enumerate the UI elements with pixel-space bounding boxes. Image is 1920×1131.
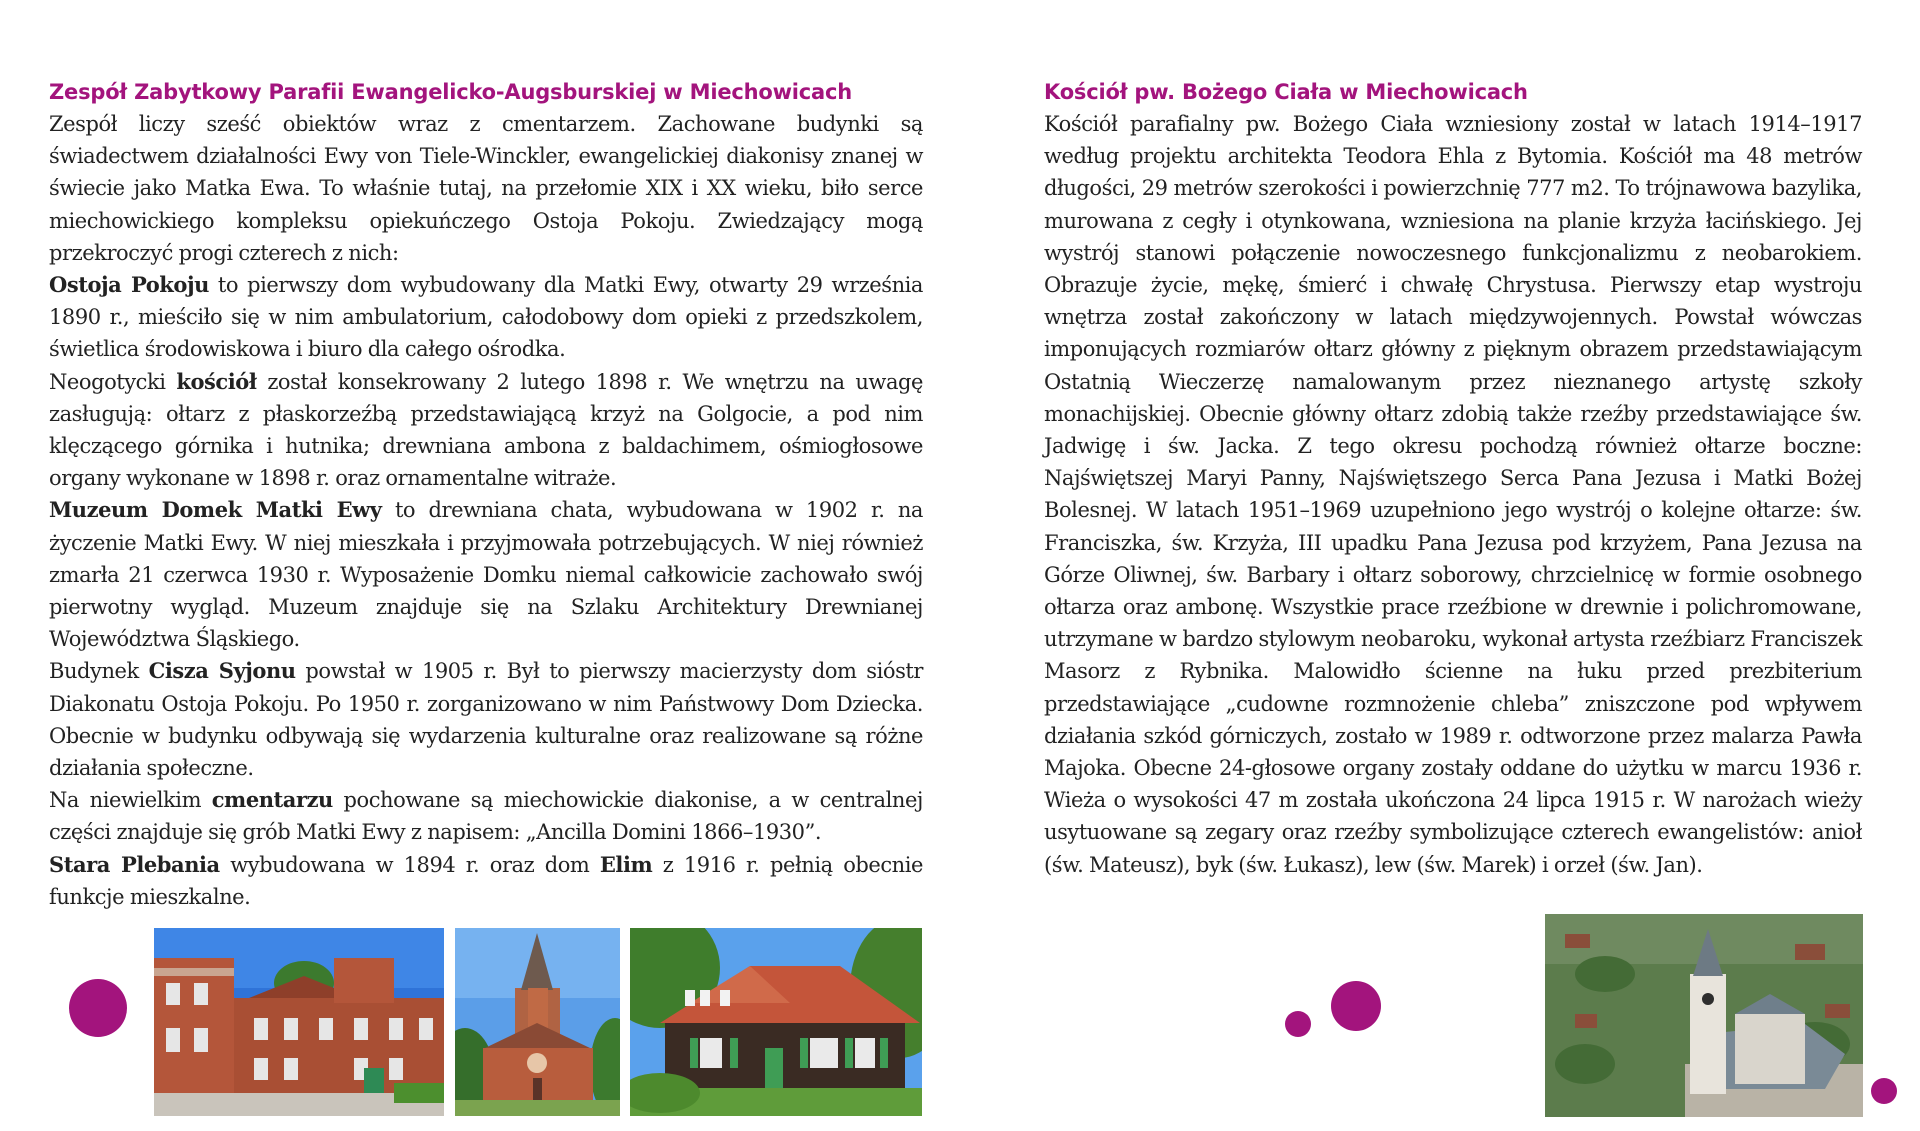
church-aerial-illustration <box>1545 914 1863 1117</box>
decorative-dot-corner <box>1871 1078 1897 1104</box>
left-column <box>49 78 923 913</box>
photo-brick-building <box>154 928 444 1116</box>
paragraph-cmentarz: Na niewielkim cmentarzu pochowane są miechowickie diakonise, a w centralnej części znajduje się grób Matki Ewy z napisem: „Ancilla Domini 1866–1930”. <box>49 787 923 845</box>
paragraph-cisza-syjonu: Budynek Cisza Syjonu powstał w 1905 r. Był to pierwszy macierzysty dom sióstr Diakonatu Ostoja Pokoju. Po 1950 r. zorganizowano w nim Państwowy Dom Dziecka. Obecnie w budynku odbywają się wydarzenia kulturalne oraz realizowane są różne działania społeczne. <box>49 658 923 781</box>
right-body-paragraph: Kościół parafialny pw. Bożego Ciała wzniesiony został w latach 1914–1917 według projektu architekta Teodora Ehla z Bytomia. Kościół ma 48 metrów długości, 29 metrów szerokości i powierzchnię 777 m2. To trójnawowa bazylika, murowana z cegły i otynkowana, wzniesiona na planie krzyża łacińskiego. Jej wystrój stanowi połączenie nowoczesnego funkcjonalizmu z neobarokiem. Obrazuje życie, mękę, śmierć i chwałę Chrystusa. Pierwszy etap wystroju wnętrza został zakończony w latach międzywojennych. Powstał wówczas imponujących rozmiarów ołtarz główny z pięknym obrazem przedstawiającym Ostatnią Wieczerzę namalowanym przez nieznanego artystę szkoły monachijskiej. Obecnie główny ołtarz zdobią także rzeźby przedstawiające św. Jadwigę i św. Jacka. Z tego okresu pochodzą również ołtarze boczne: Najświętszej Maryi Panny, Najświętszego Serca Pana Jezusa i Matki Bożej Bolesnej. W latach 1951–1969 uzupełniono jego wystrój o kolejne ołtarze: św. Franciszka, św. Krzyża, III upadku Pana Jezusa pod krzyżem, Pana Jezusa na Górze Oliwnej, św. Barbary i ołtarz soborowy, chrzcielnicę w formie osobnego ołtarza oraz ambonę. Wszystkie prace rzeźbione w drewnie i polichromowane, utrzymane w bardzo stylowym neobaroku, wykonał artysta rzeźbiarz Franciszek Masorz z Rybnika. Malowidło ścienne na łuku przed prezbiterium przedstawiające „cudowne rozmnożenie chleba” zniszczone pod wpływem działania szkód górniczych, zostało w 1989 r. odtworzone przez malarza Pawła Majoka. Obecne 24-głosowe organy zostały oddane do użytku w marcu 1936 r. Wieża o wysokości 47 m została ukończona 24 lipca 1915 r. W narożach wieży usytuowane są zegary oraz rzeźby symbolizujące czterech ewangelistów: anioł (św. Mateusz), byk (św. Łukasz), lew (św. Marek) i orzeł (św. Jan). <box>1044 112 1862 877</box>
right-section-title: Kościół pw. Bożego Ciała w Miechowicach <box>1044 80 1528 104</box>
photo-church-aerial <box>1545 914 1863 1117</box>
paragraph-muzeum-domek: Muzeum Domek Matki Ewy to drewniana chata, wybudowana w 1902 r. na życzenie Matki Ewy. W niej mieszkała i przyjmowała potrzebujących. W niej również zmarła 21 czerwca 1930 r. Wyposażenie Domku niemal całkowicie zachowało swój pierwotny wygląd. Muzeum znajduje się na Szlaku Architektury Drewnianej Województwa Śląskiego. <box>49 497 923 652</box>
photo-wooden-house <box>630 928 922 1116</box>
right-column <box>1044 78 1862 881</box>
paragraph-ostoja-pokoju: Ostoja Pokoju to pierwszy dom wybudowany dla Matki Ewy, otwarty 29 września 1890 r., mieściło się w nim ambulatorium, całodobowy dom opieki z przedszkolem, świetlica środowiskowa i biuro dla całego ośrodka. <box>49 272 923 362</box>
left-intro-paragraph: Zespół liczy sześć obiektów wraz z cmentarzem. Zachowane budynki są świadectwem działalności Ewy von Tiele-Winckler, ewangelickiej diakonisy znanej w świecie jako Matka Ewa. To właśnie tutaj, na przełomie XIX i XX wieku, biło serce miechowickiego kompleksu opiekuńczego Ostoja Pokoju. Zwiedzający mogą przekroczyć progi czterech z nich: <box>49 112 923 265</box>
church-illustration <box>455 928 620 1116</box>
paragraph-kosciol: Neogotycki kościół został konsekrowany 2 lutego 1898 r. We wnętrzu na uwagę zasługują: ołtarz z płaskorzeźbą przedstawiającą krzyż na Golgocie, a pod nim klęczącego górnika i hutnika; drewniana ambona z baldachimem, ośmiogłosowe organy wykonane w 1898 r. oraz ornamentalne witraże. <box>49 368 923 491</box>
wooden-house-illustration <box>630 928 922 1116</box>
decorative-dot-large-left <box>69 979 127 1037</box>
brick-building-illustration <box>154 928 444 1116</box>
decorative-dot-large-right <box>1331 981 1381 1031</box>
decorative-dot-small <box>1285 1011 1311 1037</box>
left-section-title: Zespół Zabytkowy Parafii Ewangelicko-Augsburskiej w Miechowicach <box>49 80 853 104</box>
photo-neogothic-church <box>455 928 620 1116</box>
paragraph-stara-plebania: Stara Plebania wybudowana w 1894 r. oraz dom Elim z 1916 r. pełnią obecnie funkcje mieszkalne. <box>49 851 923 909</box>
